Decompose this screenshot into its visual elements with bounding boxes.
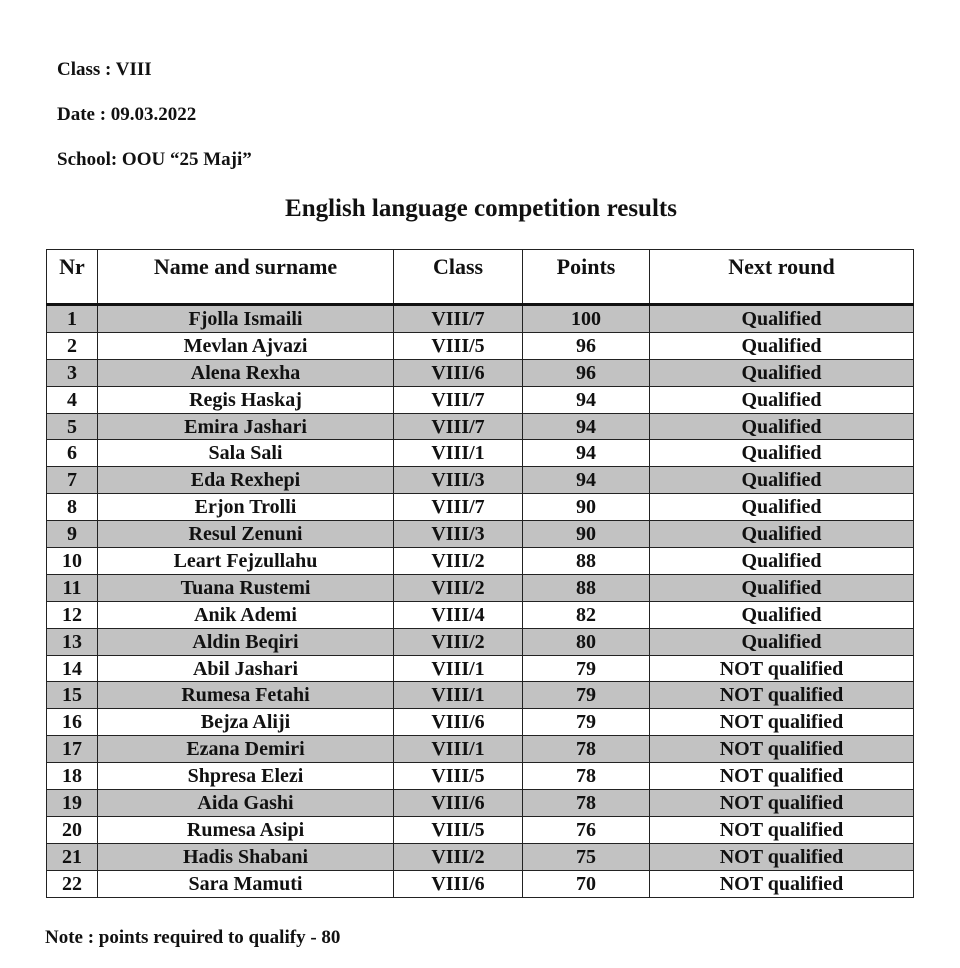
cell-nr: 4 [47,386,98,413]
cell-name: Anik Ademi [98,601,394,628]
cell-points: 78 [523,790,650,817]
cell-next-round: NOT qualified [650,790,914,817]
cell-name: Sala Sali [98,440,394,467]
cell-nr: 9 [47,521,98,548]
table-row [47,628,914,655]
cell-nr: 2 [47,332,98,359]
column-header-nr: Nr [47,250,98,305]
cell-next-round: NOT qualified [650,763,914,790]
table-row [47,763,914,790]
school-label: School: OOU “25 Maji” [57,149,252,170]
cell-class: VIII/2 [394,548,523,575]
table-row [47,655,914,682]
cell-nr: 12 [47,601,98,628]
table-row [47,870,914,897]
cell-class: VIII/6 [394,709,523,736]
cell-class: VIII/3 [394,467,523,494]
cell-nr: 7 [47,467,98,494]
table-row [47,601,914,628]
cell-class: VIII/7 [394,305,523,333]
cell-next-round: NOT qualified [650,682,914,709]
cell-points: 100 [523,305,650,333]
cell-points: 88 [523,548,650,575]
class-label: Class : VIII [57,59,152,80]
column-header-next-round: Next round [650,250,914,305]
cell-name: Aida Gashi [98,790,394,817]
cell-class: VIII/5 [394,332,523,359]
cell-nr: 17 [47,736,98,763]
table-row [47,359,914,386]
cell-name: Eda Rexhepi [98,467,394,494]
cell-next-round: NOT qualified [650,816,914,843]
cell-nr: 20 [47,816,98,843]
cell-nr: 6 [47,440,98,467]
cell-name: Sara Mamuti [98,870,394,897]
cell-points: 75 [523,843,650,870]
table-row [47,816,914,843]
cell-nr: 14 [47,655,98,682]
column-header-name: Name and surname [98,250,394,305]
results-table [46,249,914,898]
cell-nr: 18 [47,763,98,790]
table-row [47,305,914,333]
cell-next-round: NOT qualified [650,870,914,897]
cell-class: VIII/7 [394,494,523,521]
cell-points: 94 [523,440,650,467]
cell-points: 70 [523,870,650,897]
cell-name: Hadis Shabani [98,843,394,870]
cell-nr: 21 [47,843,98,870]
cell-name: Fjolla Ismaili [98,305,394,333]
cell-nr: 3 [47,359,98,386]
cell-class: VIII/1 [394,655,523,682]
cell-class: VIII/1 [394,736,523,763]
cell-points: 82 [523,601,650,628]
cell-class: VIII/4 [394,601,523,628]
column-header-points: Points [523,250,650,305]
cell-points: 79 [523,682,650,709]
cell-next-round: NOT qualified [650,655,914,682]
cell-next-round: Qualified [650,413,914,440]
cell-next-round: Qualified [650,521,914,548]
cell-points: 96 [523,359,650,386]
cell-points: 96 [523,332,650,359]
cell-nr: 22 [47,870,98,897]
table-row [47,413,914,440]
table-row [47,440,914,467]
cell-next-round: Qualified [650,628,914,655]
cell-points: 78 [523,763,650,790]
column-header-class: Class [394,250,523,305]
cell-name: Bejza Aliji [98,709,394,736]
cell-nr: 10 [47,548,98,575]
cell-name: Ezana Demiri [98,736,394,763]
table-row [47,386,914,413]
cell-name: Mevlan Ajvazi [98,332,394,359]
cell-name: Rumesa Fetahi [98,682,394,709]
table-row [47,790,914,817]
cell-class: VIII/6 [394,870,523,897]
cell-class: VIII/7 [394,386,523,413]
table-row [47,843,914,870]
table-row [47,494,914,521]
cell-next-round: Qualified [650,332,914,359]
cell-name: Alena Rexha [98,359,394,386]
cell-points: 78 [523,736,650,763]
table-header-row [47,250,914,305]
cell-class: VIII/1 [394,682,523,709]
cell-points: 79 [523,709,650,736]
cell-class: VIII/3 [394,521,523,548]
cell-next-round: Qualified [650,494,914,521]
table-row [47,682,914,709]
table-row [47,736,914,763]
cell-class: VIII/6 [394,790,523,817]
cell-points: 94 [523,386,650,413]
cell-nr: 5 [47,413,98,440]
cell-next-round: Qualified [650,601,914,628]
results-table-body [47,305,914,898]
table-row [47,548,914,575]
cell-next-round: NOT qualified [650,843,914,870]
cell-next-round: NOT qualified [650,736,914,763]
cell-class: VIII/2 [394,574,523,601]
cell-class: VIII/5 [394,816,523,843]
cell-nr: 1 [47,305,98,333]
cell-next-round: Qualified [650,574,914,601]
cell-points: 80 [523,628,650,655]
cell-next-round: Qualified [650,305,914,333]
cell-nr: 16 [47,709,98,736]
qualification-note: Note : points required to qualify - 80 [45,927,341,948]
cell-points: 94 [523,467,650,494]
cell-name: Aldin Beqiri [98,628,394,655]
table-row [47,709,914,736]
cell-next-round: Qualified [650,440,914,467]
cell-class: VIII/7 [394,413,523,440]
cell-name: Rumesa Asipi [98,816,394,843]
cell-points: 79 [523,655,650,682]
cell-class: VIII/2 [394,843,523,870]
cell-nr: 8 [47,494,98,521]
date-label: Date : 09.03.2022 [57,104,197,125]
document-title: English language competition results [285,195,677,222]
cell-next-round: NOT qualified [650,709,914,736]
cell-name: Emira Jashari [98,413,394,440]
cell-name: Abil Jashari [98,655,394,682]
cell-class: VIII/5 [394,763,523,790]
cell-name: Regis Haskaj [98,386,394,413]
cell-name: Leart Fejzullahu [98,548,394,575]
cell-nr: 13 [47,628,98,655]
cell-name: Shpresa Elezi [98,763,394,790]
cell-name: Resul Zenuni [98,521,394,548]
cell-next-round: Qualified [650,359,914,386]
cell-points: 90 [523,494,650,521]
table-row [47,467,914,494]
table-row [47,574,914,601]
table-row [47,332,914,359]
cell-name: Erjon Trolli [98,494,394,521]
cell-points: 90 [523,521,650,548]
cell-points: 76 [523,816,650,843]
table-row [47,521,914,548]
cell-nr: 11 [47,574,98,601]
cell-nr: 19 [47,790,98,817]
cell-points: 94 [523,413,650,440]
cell-name: Tuana Rustemi [98,574,394,601]
cell-class: VIII/6 [394,359,523,386]
cell-nr: 15 [47,682,98,709]
cell-class: VIII/2 [394,628,523,655]
cell-class: VIII/1 [394,440,523,467]
cell-next-round: Qualified [650,386,914,413]
cell-next-round: Qualified [650,467,914,494]
cell-next-round: Qualified [650,548,914,575]
cell-points: 88 [523,574,650,601]
